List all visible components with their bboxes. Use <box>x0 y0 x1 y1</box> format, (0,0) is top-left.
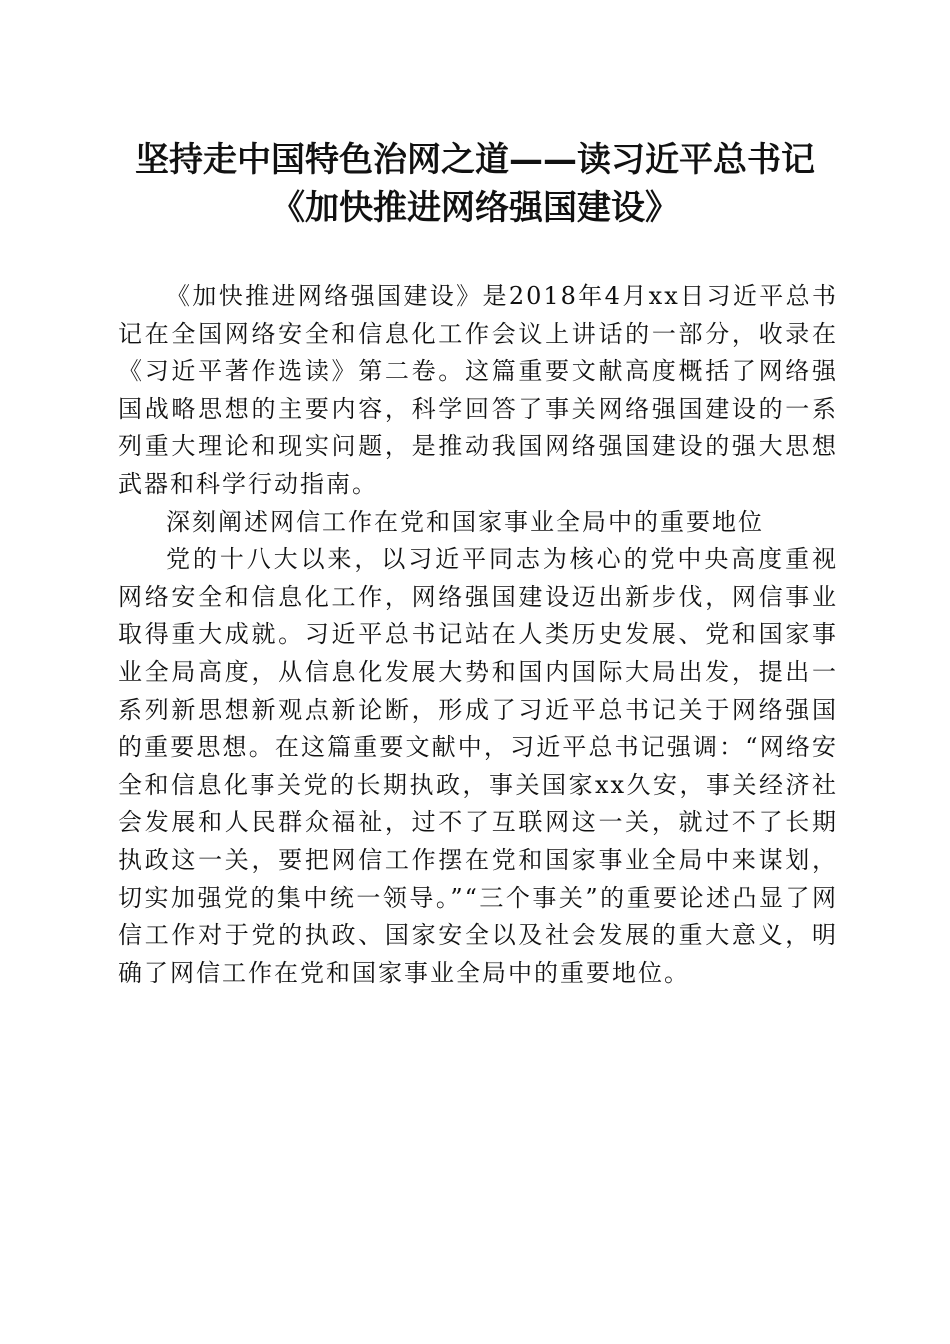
title-line-1: 坚持走中国特色治网之道——读习近平总书记 <box>135 140 815 180</box>
paragraph-section-body: 党的十八大以来，以习近平同志为核心的党中央高度重视网络安全和信息化工作，网络强国建设迈出新步伐，网信事业取得重大成就。习近平总书记站在人类历史发展、党和国家事业全局高度，从信息化发展大势和国内国际大局出发，提出一系列新思想新观点新论断，形成了习近平总书记关于网络强国的重要思想。在这篇重要文献中，习近平总书记强调：“网络安全和信息化事关党的长期执政，事关国家xx久安，事关经济社会发展和人民群众福祉，过不了互联网这一关，就过不了长期执政这一关，要把网信工作摆在党和国家事业全局中来谋划，切实加强党的集中统一领导。”“三个事关”的重要论述凸显了网信工作对于党的执政、国家安全以及社会发展的重大意义，明确了网信工作在党和国家事业全局中的重要地位。 <box>118 545 838 987</box>
title-line-2: 《加快推进网络强国建设》 <box>271 188 679 228</box>
document-body <box>118 278 838 992</box>
section-heading: 深刻阐述网信工作在党和国家事业全局中的重要地位 <box>166 507 764 536</box>
paragraph-intro: 《加快推进网络强国建设》是2018年4月xx日习近平总书记在全国网络安全和信息化工作会议上讲话的一部分，收录在《习近平著作选读》第二卷。这篇重要文献高度概括了网络强国战略思想的主要内容，科学回答了事关网络强国建设的一系列重大理论和现实问题，是推动我国网络强国建设的强大思想武器和科学行动指南。 <box>118 282 838 498</box>
